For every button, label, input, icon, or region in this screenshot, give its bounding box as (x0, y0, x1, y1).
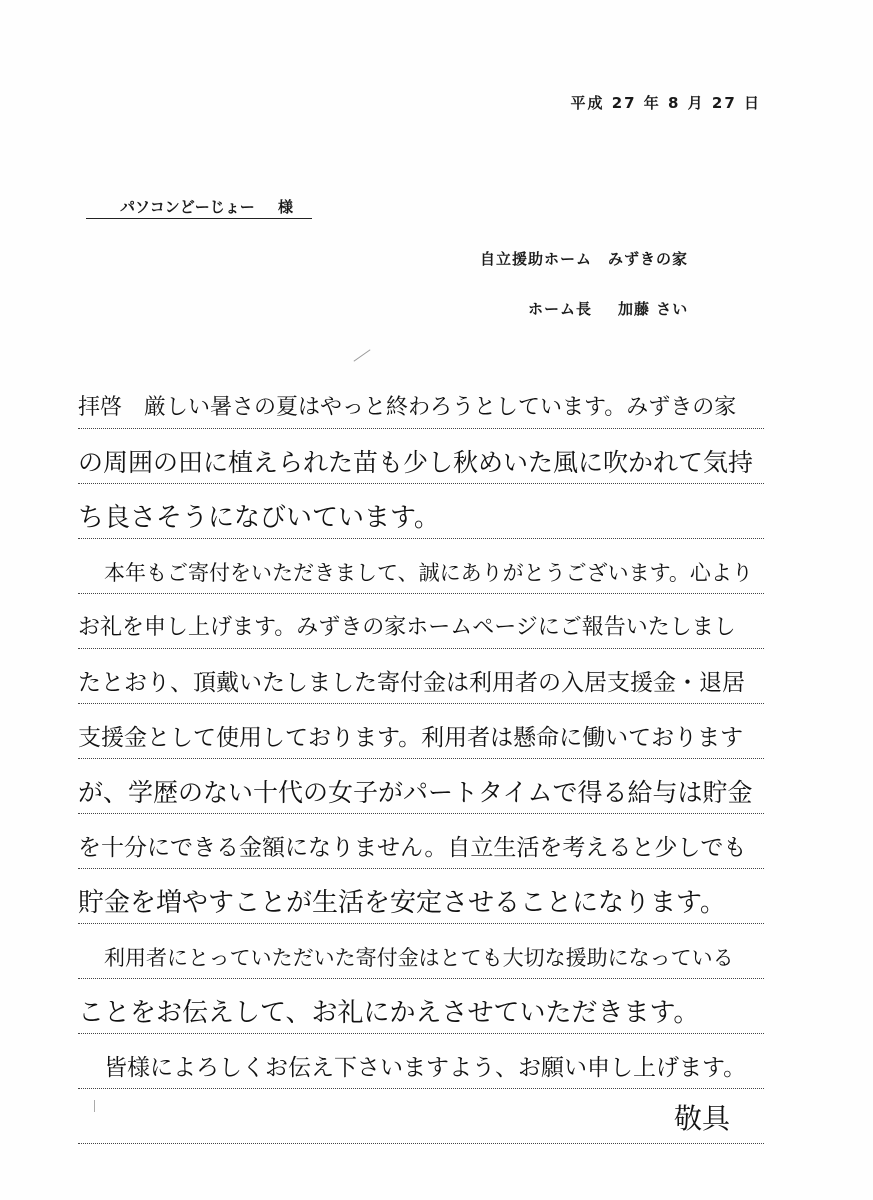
sender-name: 加藤 さい (618, 300, 689, 318)
closing-text: 敬具 (673, 1102, 730, 1135)
body-line (78, 1089, 764, 1144)
sender-organization: 自立援助ホーム みずきの家 (480, 250, 689, 268)
letter-body (78, 374, 764, 1144)
body-text: 皆様によろしくお伝え下さいますよう、お願い申し上げます。 (104, 1055, 747, 1081)
body-line (78, 374, 764, 429)
body-line (78, 1034, 764, 1089)
body-text: の周囲の田に植えられた苗も少し秋めいた風に吹かれて気持 (78, 448, 754, 477)
body-line (78, 704, 764, 759)
body-line (78, 484, 764, 539)
body-text: を十分にできる金額になりません。自立生活を考えると少しでも (78, 835, 747, 861)
body-text: 本年もご寄付をいただきまして、誠にありがとうございます。心より (104, 561, 753, 585)
body-line (78, 539, 764, 594)
body-text: 利用者にとっていただいた寄付金はとても大切な援助になっている (104, 946, 734, 970)
body-line (78, 429, 764, 484)
body-text: ち良さそうになびいています。 (78, 503, 440, 533)
body-text: お礼を申し上げます。みずきの家ホームページにご報告いたしまし (78, 615, 736, 640)
sender-title: ホーム長 (528, 300, 593, 318)
body-text: ことをお伝えして、お礼にかえさせていただきます。 (78, 998, 700, 1028)
pen-mark (354, 349, 371, 361)
letter-date: 平成 27 年 8 月 27 日 (570, 94, 761, 112)
body-line (78, 924, 764, 979)
sender-signature (528, 298, 688, 319)
body-text: 支援金として使用しております。利用者は懸命に働いております (78, 725, 744, 751)
recipient-line (86, 196, 312, 219)
body-text: 拝啓 厳しい暑さの夏はやっと終わろうとしています。みずきの家 (78, 395, 737, 420)
body-line (78, 594, 764, 649)
body-line (78, 759, 764, 814)
margin-mark (94, 1100, 95, 1112)
body-line (78, 649, 764, 704)
body-text: 貯金を増やすことが生活を安定させることになります。 (78, 888, 726, 918)
body-line (78, 979, 764, 1034)
recipient-honorific: 様 (278, 198, 294, 216)
body-text: たとおり、頂戴いたしました寄付金は利用者の入居支援金・退居 (78, 670, 745, 696)
body-line (78, 814, 764, 869)
recipient-name: パソコンどーじょー (120, 198, 255, 216)
body-line (78, 869, 764, 924)
body-text: が、学歴のない十代の女子がパートタイムで得る給与は貯金 (78, 778, 753, 807)
